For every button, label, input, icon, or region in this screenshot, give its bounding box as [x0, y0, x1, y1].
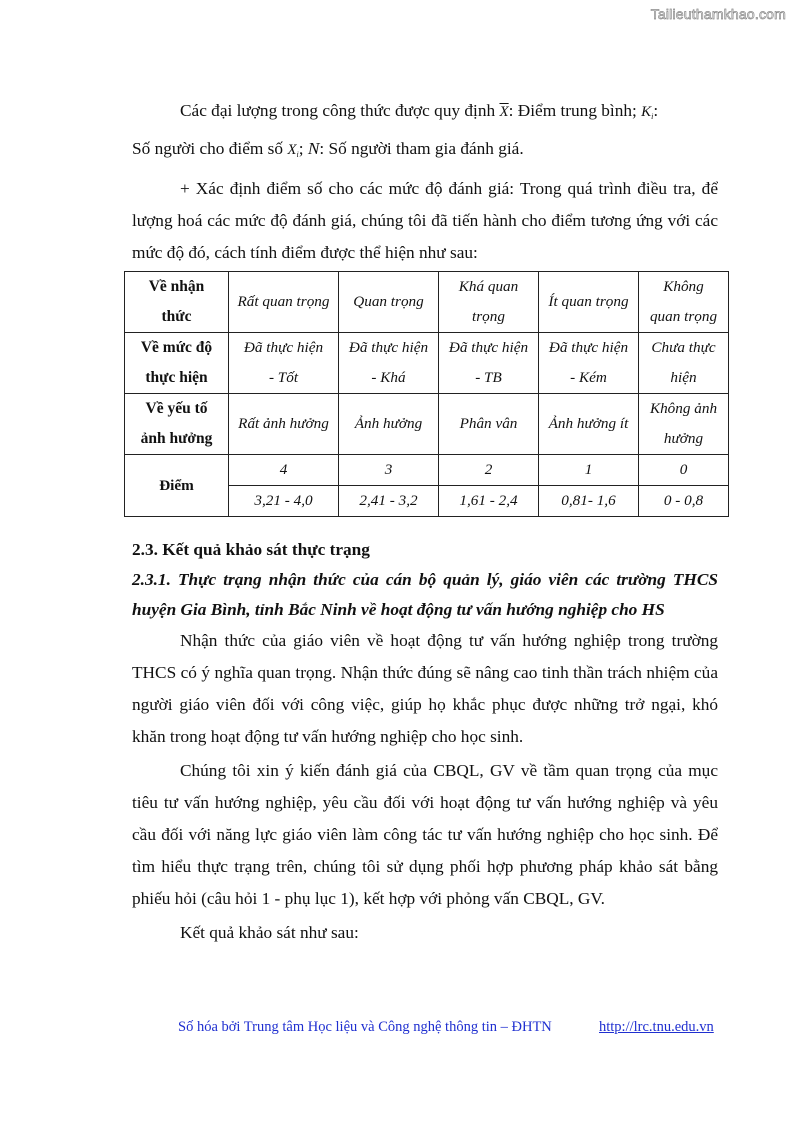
text-span: : Điểm trung bình; — [508, 101, 637, 120]
n-symbol: N — [307, 139, 320, 158]
text-span: Các đại lượng trong công thức được quy định — [180, 101, 496, 120]
score-cell: 3 — [339, 455, 439, 486]
footer-link[interactable]: http://lrc.tnu.edu.vn — [599, 1019, 714, 1035]
cell-line: Rất ảnh hưởng — [238, 415, 329, 432]
score-cell: 4 — [229, 455, 339, 486]
cell-line: thực hiện — [145, 369, 208, 386]
cell-line: quan trọng — [649, 308, 718, 325]
table-cell — [229, 333, 339, 394]
cell-line: Phân vân — [459, 415, 518, 432]
cell-line: Rất quan trọng — [237, 293, 330, 310]
cell-line: Chưa thực — [651, 339, 716, 356]
cell-line: Không ảnh — [649, 400, 718, 417]
row-header — [125, 272, 229, 333]
range-cell: 0,81- 1,6 — [539, 486, 639, 517]
body-paragraph-2: Chúng tôi xin ý kiến đánh giá của CBQL, GV về tầm quan trọng của mục tiêu tư vấn hướng nghiệp, yêu cầu đối với hoạt động tư vấn hướng nghiệp và yêu cầu đối với năng lực giáo viên làm công tác tư vấn hướng nghiệp cho học sinh. Để tìm hiểu thực trạng trên, chúng tôi sử dụng phối hợp phương pháp khảo sát bằng phiếu hỏi (câu hỏi 1 - phụ lục 1), kết hợp với phỏng vấn CBQL, GV. — [132, 761, 718, 908]
cell-line: Ảnh hưởng — [354, 415, 423, 432]
cell-line: Đã thực hiện — [548, 339, 629, 356]
table-cell — [639, 333, 729, 394]
range-cell: 2,41 - 3,2 — [339, 486, 439, 517]
page-body — [132, 95, 718, 949]
table-cell — [439, 394, 539, 455]
cell-line: - Kém — [570, 369, 607, 386]
table-cell — [639, 394, 729, 455]
score-header: Điểm — [125, 455, 229, 517]
table-cell — [339, 272, 439, 333]
intro-paragraph-1-cont — [132, 133, 718, 171]
cell-line: Không — [663, 278, 704, 295]
text-span: Số người cho điểm số — [132, 139, 283, 158]
subsection-heading: 2.3.1. Thực trạng nhận thức của cán bộ quản lý, giáo viên các trường THCS huyện Gia Bình, tỉnh Bắc Ninh về hoạt động tư vấn hướng nghiệp cho HS — [132, 570, 718, 619]
score-cell: 0 — [639, 455, 729, 486]
range-cell: 3,21 - 4,0 — [229, 486, 339, 517]
body-paragraph-3: Kết quả khảo sát như sau: — [180, 923, 359, 942]
table-row — [125, 272, 729, 333]
score-cell: 1 — [539, 455, 639, 486]
footer-source: Số hóa bởi Trung tâm Học liệu và Công nghệ thông tin – ĐHTN — [178, 1019, 552, 1035]
text-span: ; — [298, 139, 304, 158]
text-span: : Số người tham gia đánh giá. — [319, 139, 524, 158]
cell-line: Về mức độ — [140, 339, 213, 356]
table-row — [125, 333, 729, 394]
score-cell: 2 — [439, 455, 539, 486]
cell-line: hiện — [670, 369, 697, 386]
table-cell — [539, 333, 639, 394]
range-cell: 0 - 0,8 — [639, 486, 729, 517]
intro-paragraph-1 — [132, 95, 718, 133]
cell-line: ảnh hưởng — [140, 430, 213, 447]
scoring-table — [124, 271, 729, 517]
cell-line: - Khá — [371, 369, 406, 386]
intro-paragraph-2: + Xác định điểm số cho các mức độ đánh giá: Trong quá trình điều tra, để lượng hoá các mức độ đánh giá, chúng tôi đã tiến hành cho điểm tương ứng với các mức độ đó, cách tính điểm được thể hiện như sau: — [132, 179, 718, 262]
cell-line: Đã thực hiện — [348, 339, 429, 356]
row-header — [125, 333, 229, 394]
watermark: Tailieuthamkhao.com — [650, 6, 786, 22]
section-heading: 2.3. Kết quả khảo sát thực trạng — [132, 540, 370, 559]
k-symbol: $K_i$ — [641, 104, 654, 121]
table-cell — [539, 394, 639, 455]
table-cell — [539, 272, 639, 333]
table-cell — [229, 272, 339, 333]
table-cell — [439, 272, 539, 333]
cell-line: Về yếu tố — [145, 400, 208, 417]
row-header — [125, 394, 229, 455]
cell-line: - Tốt — [268, 369, 299, 386]
cell-line: Ảnh hưởng ít — [548, 415, 629, 432]
cell-line: trọng — [472, 308, 505, 325]
table-cell — [639, 272, 729, 333]
text-span: : — [653, 101, 659, 120]
cell-line: Ít quan trọng — [548, 293, 629, 310]
cell-line: Quan trọng — [353, 293, 424, 310]
table-cell — [229, 394, 339, 455]
cell-line: Đã thực hiện — [243, 339, 324, 356]
table-cell — [439, 333, 539, 394]
cell-line: thức — [161, 308, 192, 325]
cell-line: Về nhận — [148, 278, 205, 295]
xi-symbol: $X_i$ — [287, 142, 299, 159]
body-paragraph-1: Nhận thức của giáo viên về hoạt động tư vấn hướng nghiệp trong trường THCS có ý nghĩa quan trọng. Nhận thức đúng sẽ nâng cao tinh thần trách nhiệm của người giáo viên đối với công việc, giúp họ khắc phục được những trở ngại, khó khăn trong hoạt động tư vấn hướng nghiệp cho học sinh. — [132, 631, 718, 746]
mean-symbol: $\overline{X}$ — [499, 104, 509, 120]
table-row — [125, 455, 729, 486]
cell-line: Khá quan — [458, 278, 519, 295]
page-footer — [178, 1019, 718, 1036]
range-cell: 1,61 - 2,4 — [439, 486, 539, 517]
table-cell — [339, 394, 439, 455]
cell-line: hưởng — [663, 430, 704, 447]
table-row — [125, 394, 729, 455]
table-cell — [339, 333, 439, 394]
cell-line: Đã thực hiện — [448, 339, 529, 356]
cell-line: - TB — [475, 369, 502, 386]
